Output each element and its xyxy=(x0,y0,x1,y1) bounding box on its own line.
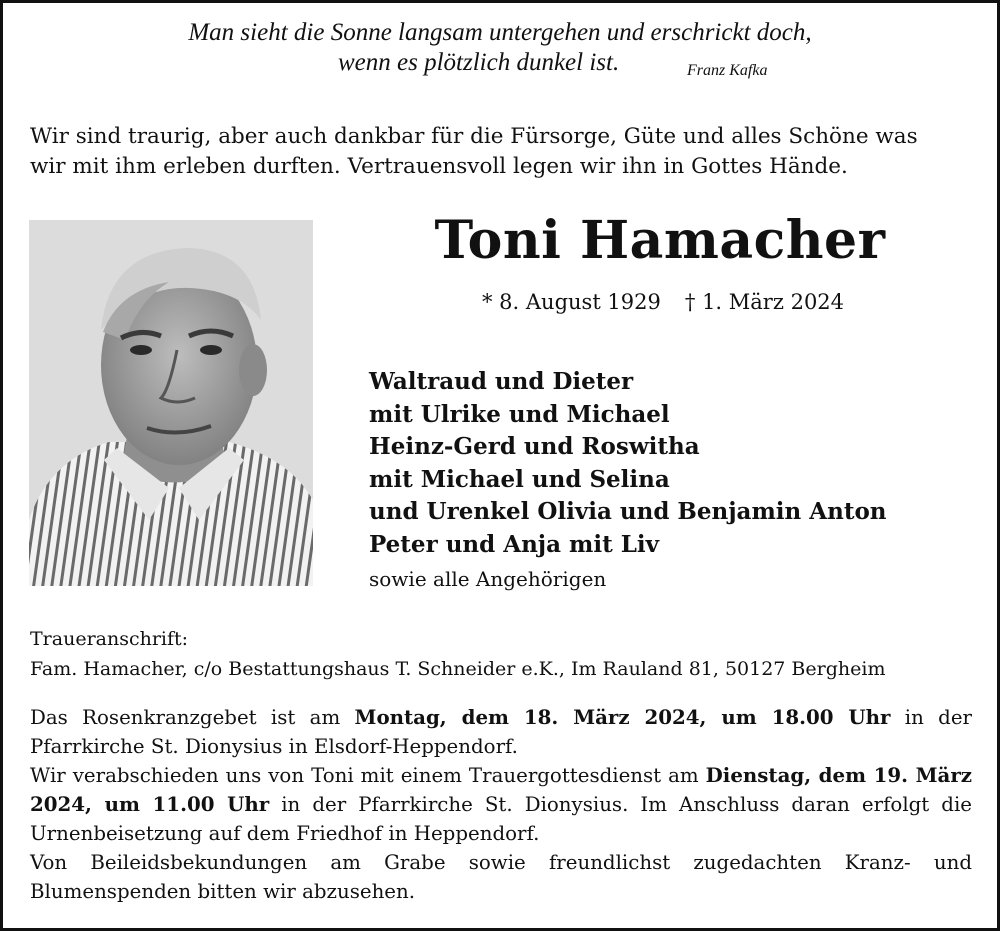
rosary-paragraph xyxy=(30,703,972,761)
funeral-text: Wir verabschieden uns von Toni mit einem Trauergottesdienst am xyxy=(30,764,706,787)
funeral-paragraph xyxy=(30,761,972,848)
life-dates xyxy=(482,287,844,317)
quote-line-1: Man sieht die Sonne langsam untergehen und erschrickt doch, xyxy=(188,19,812,46)
relatives-note: sowie alle Angehörigen xyxy=(369,567,607,591)
mourner-line: mit Ulrike und Michael xyxy=(369,400,670,428)
funeral-location: in der Pfarrkirche St. Dionysius. Im Anschluss daran erfolgt die Urnenbeisetzung auf dem Friedhof in Heppendorf. xyxy=(30,793,972,845)
deceased-name: Toni Hamacher xyxy=(434,210,886,271)
address-text: Fam. Hamacher, c/o Bestattungshaus T. Schneider e.K., Im Rauland 81, 50127 Bergheim xyxy=(30,658,886,680)
intro-text xyxy=(30,122,975,182)
mourner-line: mit Michael und Selina xyxy=(369,465,670,493)
mourner-line: Waltraud und Dieter xyxy=(369,368,634,395)
mourner-line: und Urenkel Olivia und Benjamin Anton xyxy=(369,498,887,525)
quote-line-2: wenn es plötzlich dunkel ist. xyxy=(338,49,620,76)
address-label: Traueranschrift: xyxy=(30,628,189,650)
service-details xyxy=(30,703,972,906)
mourners-list xyxy=(369,366,887,561)
portrait-photo xyxy=(29,220,313,586)
rosary-date: Montag, dem 18. März 2024, um 18.00 Uhr xyxy=(354,705,891,729)
portrait-illustration xyxy=(29,220,313,586)
quote-author: Franz Kafka xyxy=(687,62,768,79)
rosary-text: Das Rosenkranzgebet ist am xyxy=(30,706,355,729)
death-date: † 1. März 2024 xyxy=(684,290,845,314)
condolence-paragraph: Von Beileidsbekundungen am Grabe sowie freundlichst zugedachten Kranz- und Blumenspenden bitten wir abzusehen. xyxy=(30,851,972,903)
birth-date: * 8. August 1929 xyxy=(482,290,661,314)
intro-line-1: Wir sind traurig, aber auch dankbar für die Fürsorge, Güte und alles Schöne was xyxy=(30,124,918,149)
rosary-location: in der Pfarrkirche St. Dionysius in Elsdorf-Heppendorf. xyxy=(30,706,973,758)
mourner-line: Heinz-Gerd und Roswitha xyxy=(369,433,700,460)
mourning-address xyxy=(30,624,885,684)
intro-line-2: wir mit ihm erleben durften. Vertrauensvoll legen wir ihn in Gottes Hände. xyxy=(30,154,848,179)
mourner-line: Peter und Anja mit Liv xyxy=(369,530,660,558)
funeral-date: Dienstag, dem 19. März 2024, um 11.00 Uhr xyxy=(30,763,972,816)
